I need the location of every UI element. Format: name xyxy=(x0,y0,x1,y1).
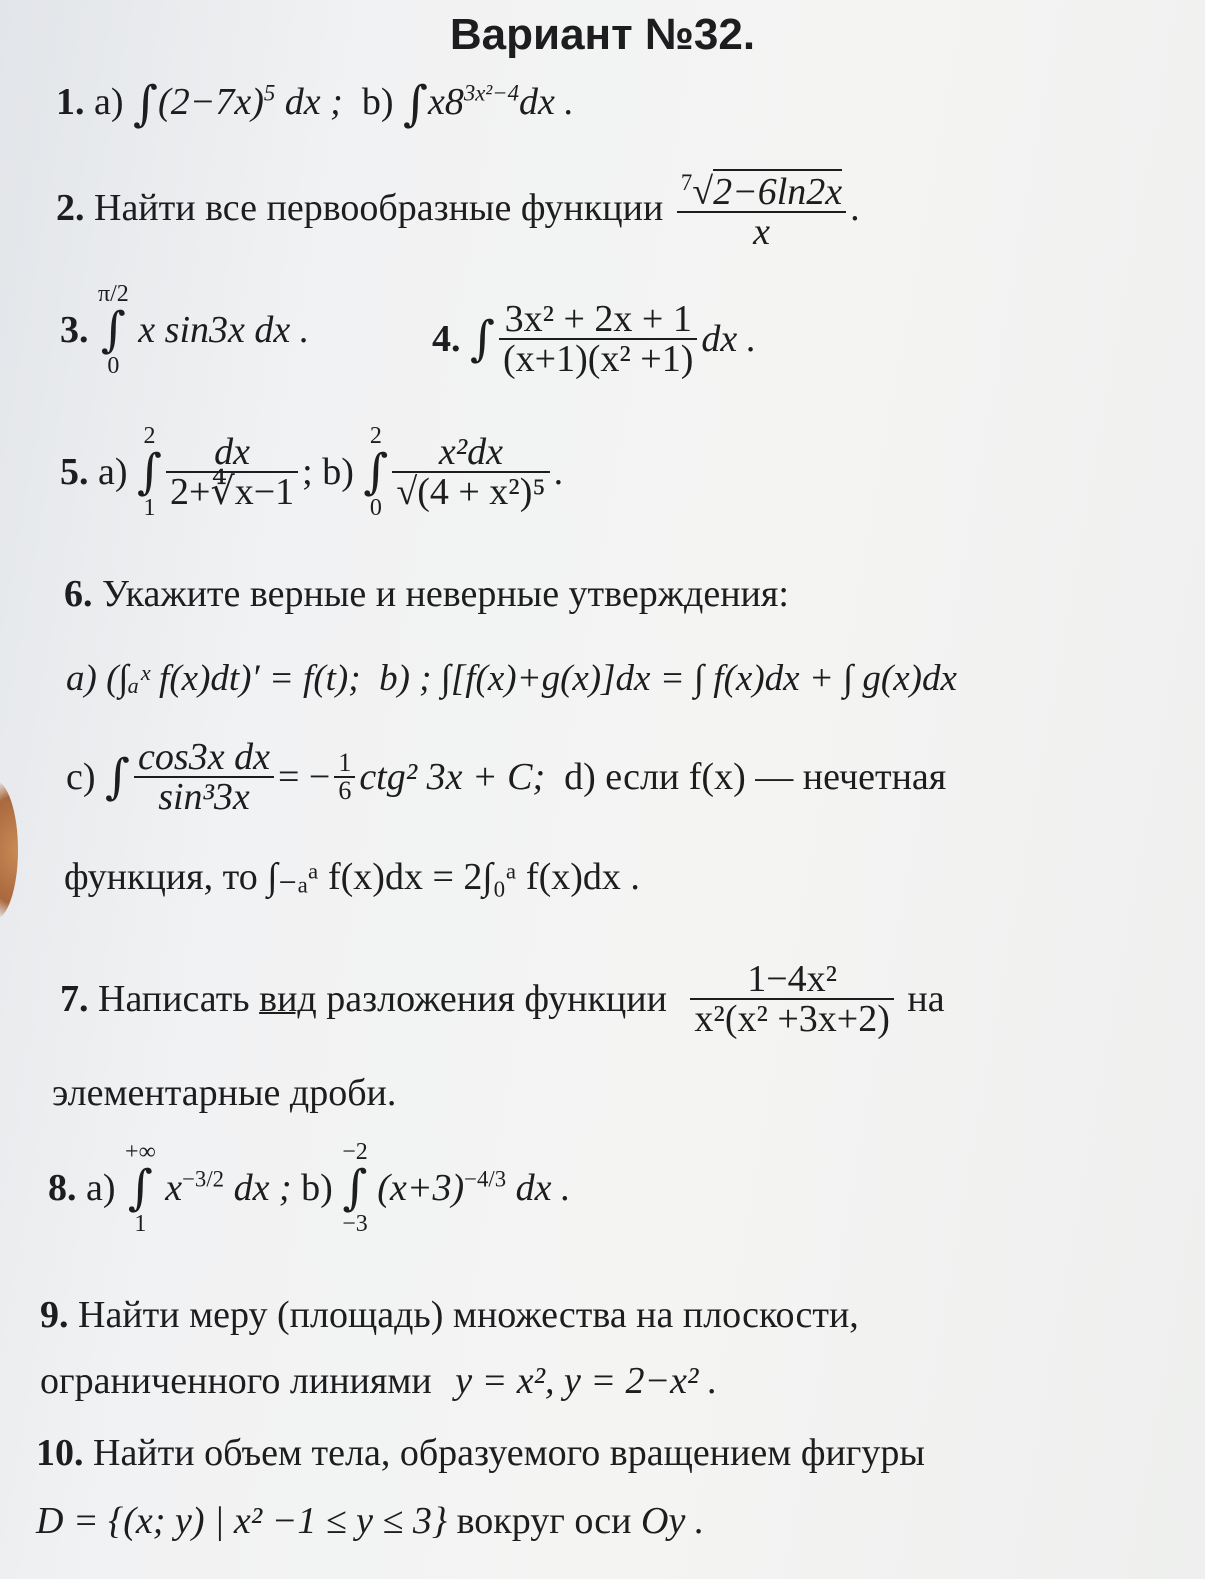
part-label: a) xyxy=(94,81,124,123)
finger-shadow xyxy=(0,780,18,920)
problem-9-continued: ограниченного линиями y = x², y = 2−x² . xyxy=(40,1360,718,1402)
statement-d: d) если f(x) — нечетная xyxy=(564,756,947,798)
problem-number: 10. xyxy=(36,1432,84,1474)
numerator: 1−4x² xyxy=(747,958,838,1000)
statement-a: a) (∫ₐˣ f(x)dt)′ = f(t); b) ; ∫[f(x)+g(x)]dx = ∫ f(x)dx + ∫ g(x)dx xyxy=(66,658,957,699)
problem-10 xyxy=(36,1434,925,1472)
problem-4: 4. ∫ $\frac{\text{3x² + 2x + 1}}{\text{(x+1)(x² +1)}}$ dx . xyxy=(432,298,757,380)
problem-number: 4. xyxy=(432,318,461,360)
fraction xyxy=(134,738,274,816)
differential: dx . xyxy=(519,81,574,123)
exponent: 3x²−4 xyxy=(463,80,519,106)
problem-number: 1. xyxy=(56,81,85,123)
denominator: x xyxy=(677,211,846,251)
differential: dx ; xyxy=(284,81,343,123)
problem-text: Найти меру (площадь) множества на плоскости, xyxy=(78,1294,859,1336)
integrand: (2−7x) xyxy=(158,81,264,123)
integral-limits: 2 ∫ 1 xyxy=(137,423,163,521)
denominator: √(4 + x²)⁵ xyxy=(392,471,549,511)
fraction xyxy=(392,433,549,511)
problem-text: Найти все первообразные функции xyxy=(94,187,664,230)
numerator: x²dx xyxy=(438,431,504,473)
fraction xyxy=(677,172,846,251)
axis-label: Oy . xyxy=(641,1500,705,1542)
problem-1: 1. a) $\int(2-7x)^5$ dx ; b) $\int x8^{3x^2-4}dx$ . xyxy=(56,76,574,132)
statement-d-continued: функция, то ∫₋ₐᵃ f(x)dx = 2∫₀ᵃ f(x)dx . xyxy=(64,856,640,898)
denominator: sin³3x xyxy=(134,776,274,816)
problem-8: 8. a) +∞ ∫ 1 $x^{-3/2}$ dx ; b) −2 ∫ −3 $(x+3)^{-4/3}$ dx . xyxy=(48,1139,571,1237)
integral-limits: π/2 ∫ 0 xyxy=(98,281,129,379)
problem-5: 5. a) 2 ∫ 1 $\frac{dx}{2+∜x-1}$ ; b) 2 ∫ 0 $\frac{\text{x²dx}}{\text{√(4 + x²)⁵}}$ . xyxy=(60,423,564,521)
problem-number: 7. xyxy=(60,978,89,1020)
denominator: (x+1)(x² +1) xyxy=(499,338,697,378)
problem-text: Найти объем тела, образуемого вращением фигуры xyxy=(93,1432,925,1474)
differential: dx . xyxy=(701,318,757,360)
problem-9 xyxy=(40,1296,859,1334)
statement-c: c) ∫ $\frac{\text{cos3x dx}}{\text{sin³3x}}$ = − $\frac{1}{6}$ ctg² 3x + C; d) если f(x) — нечетная xyxy=(66,736,947,818)
problem-number: 3. xyxy=(60,309,89,351)
problem-number: 8. xyxy=(48,1167,77,1209)
problem-3 xyxy=(60,282,309,378)
problem-6 xyxy=(64,575,789,613)
exponent: 5 xyxy=(263,80,276,106)
underlined-word: вид xyxy=(259,978,317,1020)
problem-7: 7. Написать вид разложения функции $\frac{\text{1−4x²}}{\text{x²(x² +3x+2)}}$ на xyxy=(60,958,945,1040)
problem-2: 2. Найти все первообразные функции $\frac{^7√2-6\ln 2x}{x}$ . xyxy=(56,170,860,253)
fraction: $\frac{1}{6}$ xyxy=(334,750,355,804)
set-definition: D = {(x; y) | x² −1 ≤ y ≤ 3} xyxy=(36,1500,448,1542)
problem-text: Укажите верные и неверные утверждения: xyxy=(102,573,789,615)
numerator: cos3x dx xyxy=(138,736,270,778)
problem-number: 9. xyxy=(40,1294,69,1336)
integral-limits: +∞ ∫ 1 xyxy=(125,1139,156,1237)
fraction xyxy=(499,300,697,378)
integral-limits: 2 ∫ 0 xyxy=(363,423,389,521)
part-label: a) xyxy=(98,451,128,493)
problem-number: 2. xyxy=(56,187,85,230)
integrand: x8 xyxy=(427,81,464,123)
part-label: b) xyxy=(361,81,394,123)
numerator: dx xyxy=(214,431,251,473)
problem-number: 5. xyxy=(60,451,89,493)
problem-10-continued: D = {(x; y) | x² −1 ≤ y ≤ 3} вокруг оси Oy . xyxy=(36,1500,705,1542)
fraction xyxy=(690,960,893,1038)
denominator: x²(x² +3x+2) xyxy=(690,998,893,1038)
fraction xyxy=(166,433,298,511)
page-title: Вариант №32. xyxy=(449,10,756,59)
equation: y = x², y = 2−x² . xyxy=(455,1360,718,1402)
integral-limits: −2 ∫ −3 xyxy=(342,1139,368,1237)
statement-b: b) ; ∫[f(x)+g(x)]dx = ∫ f(x)dx + ∫ g(x)dx xyxy=(379,658,957,699)
part-label: b) xyxy=(322,451,354,493)
problem-number: 6. xyxy=(64,573,93,615)
problem-7-continued: элементарные дроби. xyxy=(52,1072,397,1114)
numerator: $^7$√2−6ln2x xyxy=(680,170,843,213)
numerator: 3x² + 2x + 1 xyxy=(504,298,692,340)
part-label: a) xyxy=(86,1167,116,1209)
denominator: 2+∜x−1 xyxy=(166,471,298,511)
part-label: b) xyxy=(301,1167,333,1209)
integrand: x sin3x dx . xyxy=(138,309,310,351)
